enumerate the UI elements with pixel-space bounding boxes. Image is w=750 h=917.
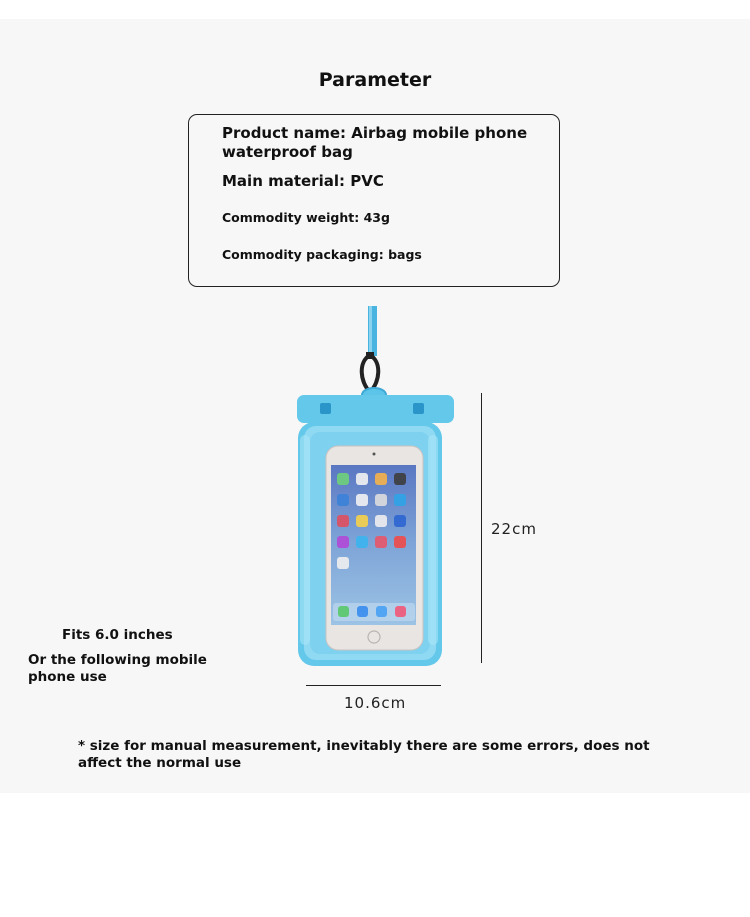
spec-weight: Commodity weight: 43g — [222, 210, 390, 225]
fits-phone-text: Or the following mobile phone use — [28, 652, 207, 685]
fits-size-text: Fits 6.0 inches — [62, 627, 173, 643]
spec-box — [188, 114, 560, 287]
lanyard-strap — [368, 306, 377, 356]
height-dimension-line — [481, 393, 482, 663]
page-title: Parameter — [318, 69, 432, 91]
width-dimension-label: 10.6cm — [344, 694, 407, 712]
carabiner-clip — [362, 352, 379, 392]
measurement-note: * size for manual measurement, inevitably there are some errors, does not affect the normal use — [78, 738, 650, 771]
phone-image — [326, 446, 423, 650]
waterproof-bag-image — [290, 300, 465, 675]
spec-packaging: Commodity packaging: bags — [222, 247, 422, 262]
height-dimension-label: 22cm — [491, 520, 537, 538]
width-dimension-line — [306, 685, 441, 686]
spec-product-name: Product name: Airbag mobile phone waterproof bag — [222, 124, 528, 161]
spec-main-material: Main material: PVC — [222, 172, 384, 190]
